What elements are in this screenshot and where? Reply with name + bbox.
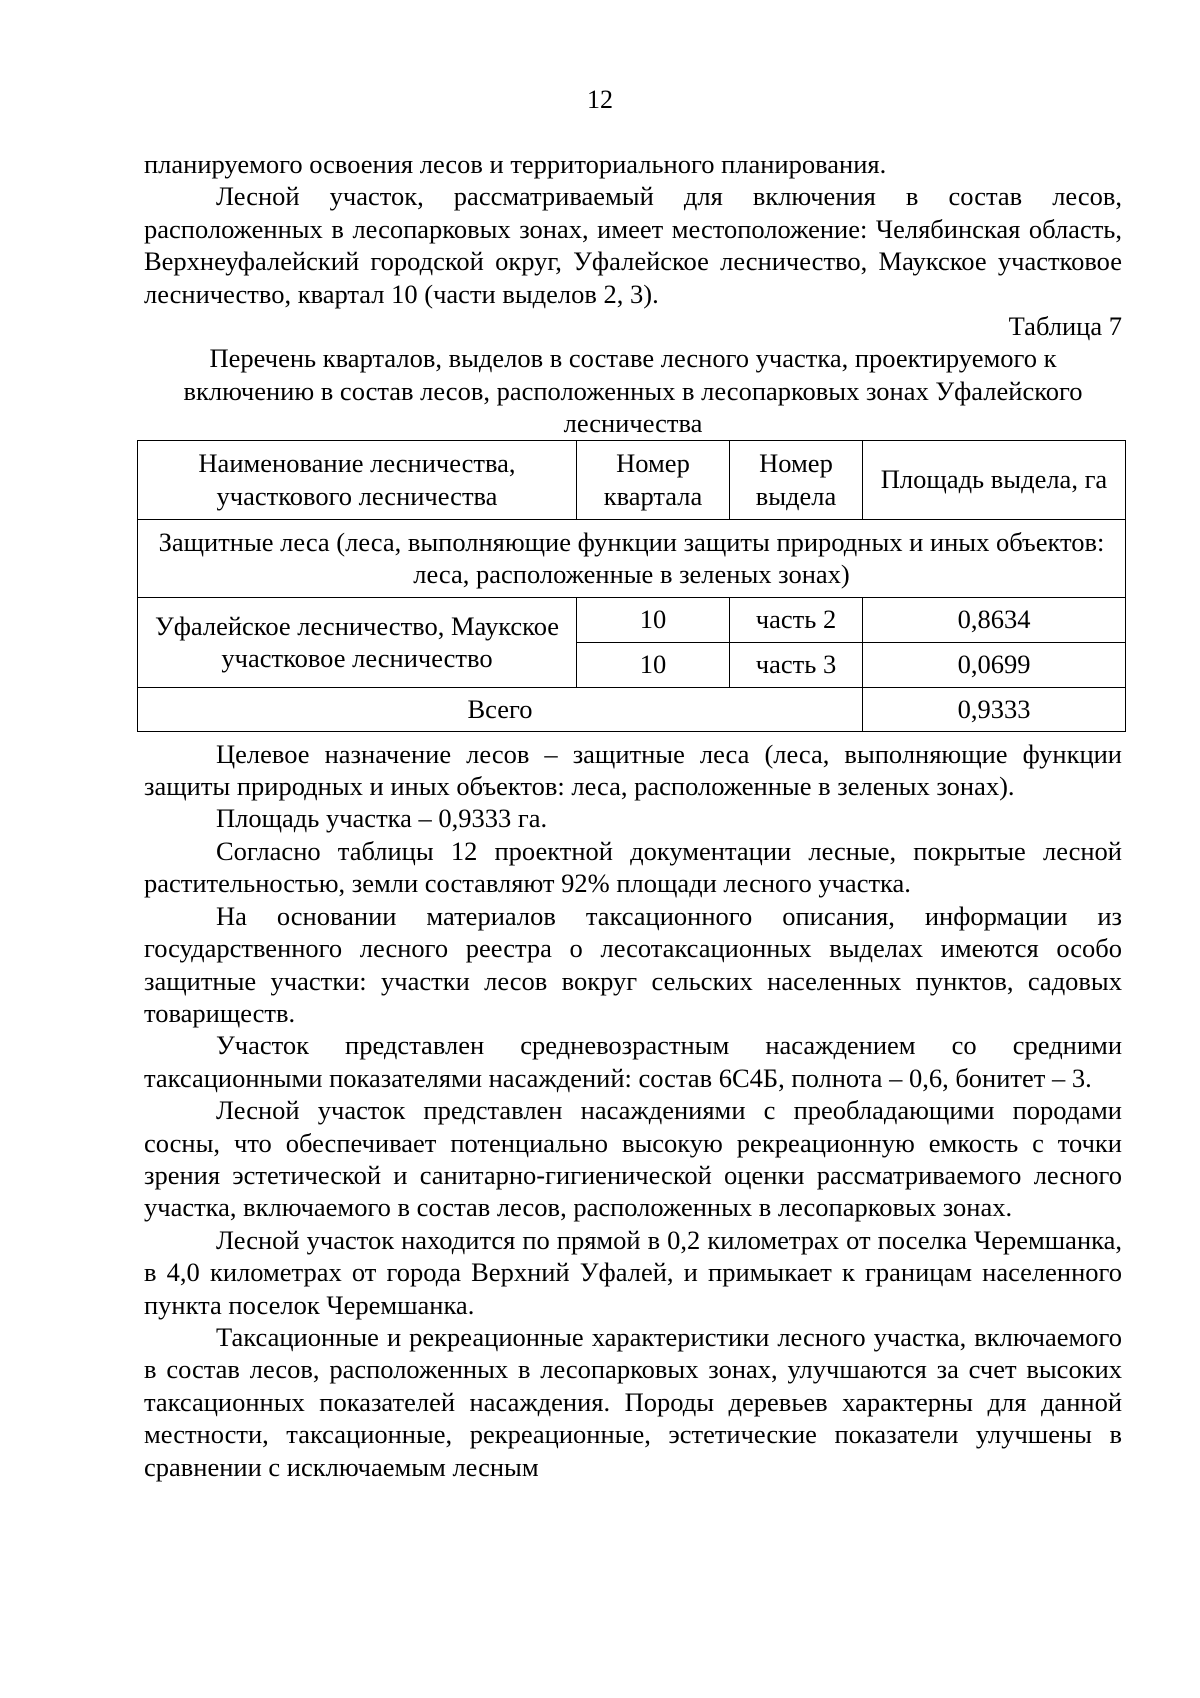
paragraph: Целевое назначение лесов – защитные леса (леса, выполняющие функции защиты природных и иных объектов: леса, расположенные в зеленых зонах). <box>144 738 1122 802</box>
paragraph: Площадь участка – 0,9333 га. <box>216 803 548 834</box>
quarter-cell: 10 <box>577 642 730 687</box>
forestry-name-cell: Уфалейское лесничество, Маукское участковое лесничество <box>138 597 577 687</box>
paragraph: планируемого освоения лесов и территориального планирования. <box>144 149 887 179</box>
plot-cell: часть 3 <box>730 642 863 687</box>
table-row <box>138 597 1126 642</box>
paragraph: Согласно таблицы 12 проектной документации лесные, покрытые лесной растительностью, земли составляют 92% площади лесного участка. <box>144 835 1122 899</box>
table-caption: Перечень кварталов, выделов в составе лесного участка, проектируемого к включению в состав лесов, расположенных в лесопарковых зонах Уфалейского лесничества <box>183 343 1083 439</box>
paragraph: Лесной участок, рассматриваемый для включения в состав лесов, расположенных в лесопарковых зонах, имеет местоположение: Челябинская область, Верхнеуфалейский городской округ, Уфалейское лесничество, Маукское участковое лесничество, квартал 10 (части выделов 2, 3). <box>144 181 1122 309</box>
table-label: Таблица 7 <box>1008 311 1122 342</box>
area-cell: 0,0699 <box>863 642 1126 687</box>
table-header-row <box>138 440 1126 519</box>
page-number: 12 <box>587 85 613 114</box>
forest-plots-table <box>137 440 1126 732</box>
header-forestry: Наименование лесничества, участкового лесничества <box>138 440 577 519</box>
paragraph: Лесной участок представлен насаждениями с преобладающими породами сосны, что обеспечивает потенциально высокую рекреационную емкость с точки зрения эстетической и санитарно-гигиенической оценки рассматриваемого лесного участка, включаемого в состав лесов, расположенных в лесопарковых зонах. <box>144 1095 1122 1223</box>
header-plot: Номер выдела <box>730 440 863 519</box>
table-category-row <box>138 519 1126 597</box>
paragraph: На основании материалов таксационного описания, информации из государственного лесного реестра о лесотаксационных выделах имеются особо защитные участки: участки лесов вокруг сельских населенных пунктов, садовых товариществ. <box>144 900 1122 1028</box>
category-cell: Защитные леса (леса, выполняющие функции защиты природных и иных объектов: леса, расположенные в зеленых зонах) <box>138 519 1126 597</box>
table-total-row <box>138 687 1126 731</box>
total-label-cell: Всего <box>138 687 863 731</box>
plot-cell: часть 2 <box>730 597 863 642</box>
paragraph: Таксационные и рекреационные характеристики лесного участка, включаемого в состав лесов, расположенных в лесопарковых зонах, улучшаются за счет высоких таксационных показателей насаждения. Породы деревьев характерны для данной местности, таксационные, рекреационные, эстетические показатели улучшены в сравнении с исключаемым лесным <box>144 1321 1122 1482</box>
paragraph: Участок представлен средневозрастным насаждением со средними таксационными показателями насаждений: состав 6С4Б, полнота – 0,6, бонитет – 3. <box>144 1030 1122 1093</box>
paragraph: Лесной участок находится по прямой в 0,2 километрах от поселка Черемшанка, в 4,0 километрах от города Верхний Уфалей, и примыкает к границам населенного пункта поселок Черемшанка. <box>144 1224 1122 1320</box>
total-value-cell: 0,9333 <box>863 687 1126 731</box>
header-quarter: Номер квартала <box>577 440 730 519</box>
document-body <box>144 148 1122 1483</box>
quarter-cell: 10 <box>577 597 730 642</box>
area-cell: 0,8634 <box>863 597 1126 642</box>
header-area: Площадь выдела, га <box>863 440 1126 519</box>
